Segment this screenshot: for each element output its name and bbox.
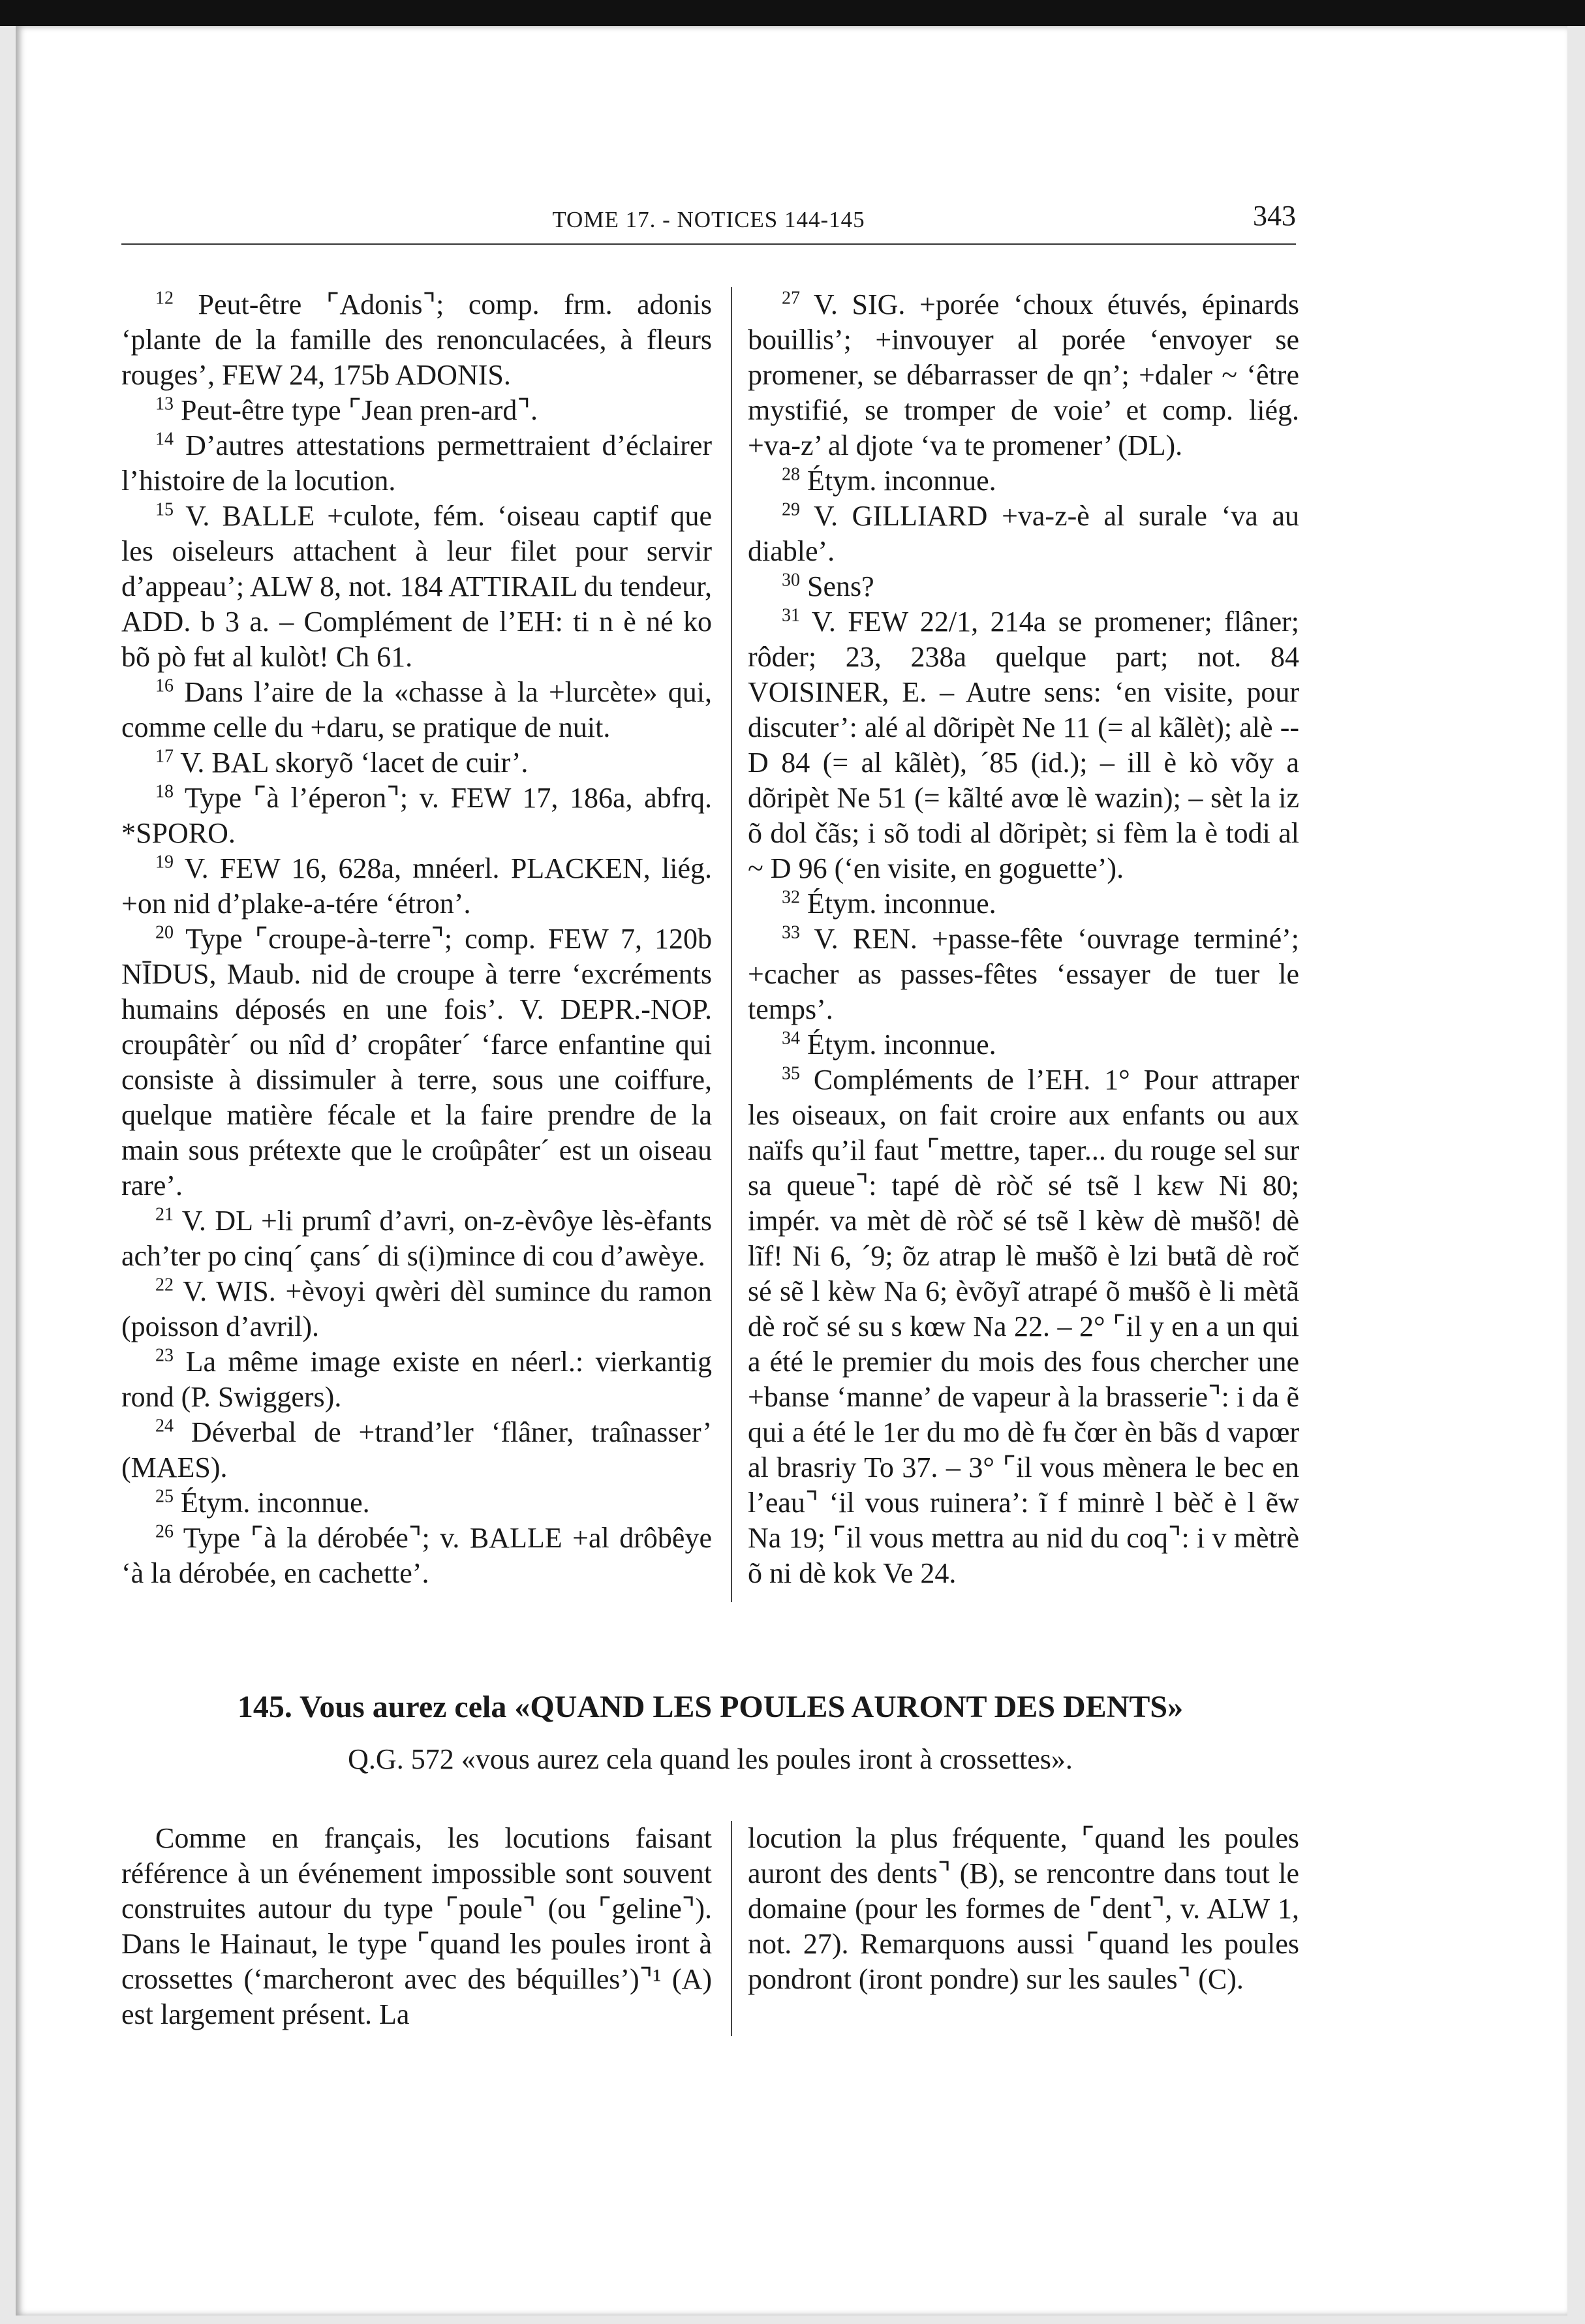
- body-text-right: [748, 1821, 1299, 1997]
- footnote: $^{17}$ V. BAL skoryõ ‘lacet de cuir’.: [155, 746, 529, 779]
- footnote: $^{14}$ D’autres attestations permettraient d’éclairer l’histoire de la locution.: [121, 429, 712, 497]
- footnote: $^{12}$ Peut-être ⌜Adonis⌝; comp. frm. adonis ‘plante de la famille des renonculacées, à fleurs rouges’, FEW 24, 175b ADONIS.: [121, 288, 712, 391]
- footnote: $^{30}$ Sens?: [782, 570, 874, 602]
- page-header: [121, 199, 1296, 245]
- section-subtitle: Q.G. 572 «vous aurez cela quand les poules iront à crossettes».: [348, 1743, 1073, 1775]
- footnote: $^{16}$ Dans l’aire de la «chasse à la +lurcète» qui, comme celle du +daru, se pratique de nuit.: [121, 675, 712, 743]
- section-title: 145. Vous aurez cela «QUAND LES POULES AURONT DES DENTS»: [237, 1690, 1184, 1724]
- footnote: $^{21}$ V. DL +li prumî d’avri, on-z-èvôye lès-èfants ach’ter po cinq´ çans´ di s(i)mince di cou d’awèye.: [121, 1204, 712, 1272]
- page-number: 343: [1253, 200, 1296, 232]
- footnote: $^{32}$ Étym. inconnue.: [782, 887, 996, 920]
- body-paragraph: Comme en français, les locutions faisant référence à un événement impossible sont souvent construites autour du type ⌜poule⌝ (ou ⌜geline⌝). Dans le Hainaut, le type ⌜quand les poules iront à crossettes (‘marcheront avec des béquilles’)⌝¹ (A) est largement présent. La: [121, 1822, 712, 2030]
- footnote: $^{35}$ Compléments de l’EH. 1° Pour attraper les oiseaux, on fait croire aux enfants ou aux naïfs qu’il faut ⌜mettre, taper... du rouge sel sur sa queue⌝: tapé dè ròč sé tsẽ l kɛw Ni 80; impér. va mèt dè ròč sé tsẽ l kèw dè mʉšõ! dè lĩf! Ni 6, ´9; õz atrap lè mʉšõ è lzi bʉtã dè roč sé sẽ l kèw Na 6; èvõyĩ atrapé õ mʉšõ è li mètã dè roč sé su s kœw Na 22. – 2° ⌜il y en a un qui a été le premier du mois des fous chercher une +banse ‘manne’ de vapeur à la brasserie⌝: i da ẽ qui a été le 1er du mo dè fʉ čœr èn bãs d vapœr al brasriy To 37. – 3° ⌜il vous mènera le bec en l’eau⌝ ‘il vous ruinera’: ĩ f minrè l bèč è l ẽw Na 19; ⌜il vous mettra au nid du coq⌝: i v mètrè õ ni dè kok Ve 24.: [748, 1063, 1300, 1589]
- body-text-left: [121, 1821, 712, 2032]
- running-title: TOME 17. - NOTICES 144-145: [552, 207, 865, 232]
- column-divider: [731, 287, 732, 1602]
- footnote: $^{22}$ V. WIS. +èvoyi qwèri dèl sumince du ramon (poisson d’avril).: [121, 1275, 712, 1342]
- footnote: $^{23}$ La même image existe en néerl.: vierkantig rond (P. Swiggers).: [121, 1345, 712, 1413]
- footnote: $^{34}$ Étym. inconnue.: [782, 1028, 996, 1061]
- footnote: $^{27}$ V. SIG. +porée ‘choux étuvés, épinards bouillis’; +invouyer al porée ‘envoyer se promener, se débarrasser de qn’; +daler ~ ‘être mystifié, se tromper de voie’ et comp. liég. +va-z’ al djote ‘va te promener’ (DL).: [748, 288, 1299, 461]
- footnote: $^{24}$ Déverbal de +trand’ler ‘flâner, traînasser’ (MAES).: [121, 1416, 712, 1483]
- footnote: $^{15}$ V. BALLE +culote, fém. ‘oiseau captif que les oiseleurs attachent à leur filet pour servir d’appeau’; ALW 8, not. 184 ATTIRAIL du tendeur, ADD. b 3 a. – Complément de l’EH: ti n è né ko bõ pò fʉt al kulòt! Ch 61.: [121, 499, 712, 673]
- footnote: $^{28}$ Étym. inconnue.: [782, 464, 996, 497]
- footnote: $^{26}$ Type ⌜à la dérobée⌝; v. BALLE +al drôbêye ‘à la dérobée, en cachette’.: [121, 1521, 712, 1589]
- footnote: $^{19}$ V. FEW 16, 628a, mnéerl. PLACKEN, liég. +on nid d’plake-a-tére ‘étron’.: [121, 852, 712, 920]
- footnote: $^{25}$ Étym. inconnue.: [155, 1486, 370, 1519]
- notes-right-column: [748, 287, 1299, 1591]
- footnote: $^{33}$ V. REN. +passe-fête ‘ouvrage terminé’; +cacher as passes-fêtes ‘essayer de tuer le temps’.: [748, 922, 1299, 1025]
- scan-dark-border: [0, 0, 1585, 26]
- body-paragraph: locution la plus fréquente, ⌜quand les poules auront des dents⌝ (B), se rencontre dans tout le domaine (pour les formes de ⌜dent⌝, v. ALW 1, not. 27). Remarquons aussi ⌜quand les poules pondront (iront pondre) sur les saules⌝ (C).: [748, 1822, 1299, 1995]
- footnote: $^{29}$ V. GILLIARD +va-z-è al surale ‘va au diable’.: [748, 499, 1299, 567]
- footnote: $^{20}$ Type ⌜croupe-à-terre⌝; comp. FEW 7, 120b NĪDUS, Maub. nid de croupe à terre ‘excréments humains déposés en une fois’. V. DEPR.-NOP. croupâtèr´ ou nîd d’ cropâter´ ‘farce enfantine qui consiste à dissimuler à terre, sous une coiffure, quelque matière fécale et la faire prendre de la main sous prétexte que le croûpâter´ est un oiseau rare’.: [121, 922, 712, 1201]
- body-column-divider: [731, 1821, 732, 2036]
- footnote: $^{31}$ V. FEW 22/1, 214a se promener; flâner; rôder; 23, 238a quelque part; not. 84 VOISINER, E. – Autre sens: ‘en visite, pour discuter’: alé al dõripèt Ne 11 (= al kãlèt); alè -- D 84 (= al kãlèt), ´85 (id.); – ill è kò võy a dõripèt Ne 51 (= kãlté avœ lè wazin); – sèt la iz õ dol čãs; i sõ todi al dõripèt; si fèm la è todi al ~ D 96 (‘en visite, en goguette’).: [748, 605, 1299, 884]
- footnote: $^{18}$ Type ⌜à l’éperon⌝; v. FEW 17, 186a, abfrq. *SPORO.: [121, 781, 712, 849]
- footnote: $^{13}$ Peut-être type ⌜Jean pren-ard⌝.: [155, 394, 538, 426]
- notes-left-column: [121, 287, 712, 1591]
